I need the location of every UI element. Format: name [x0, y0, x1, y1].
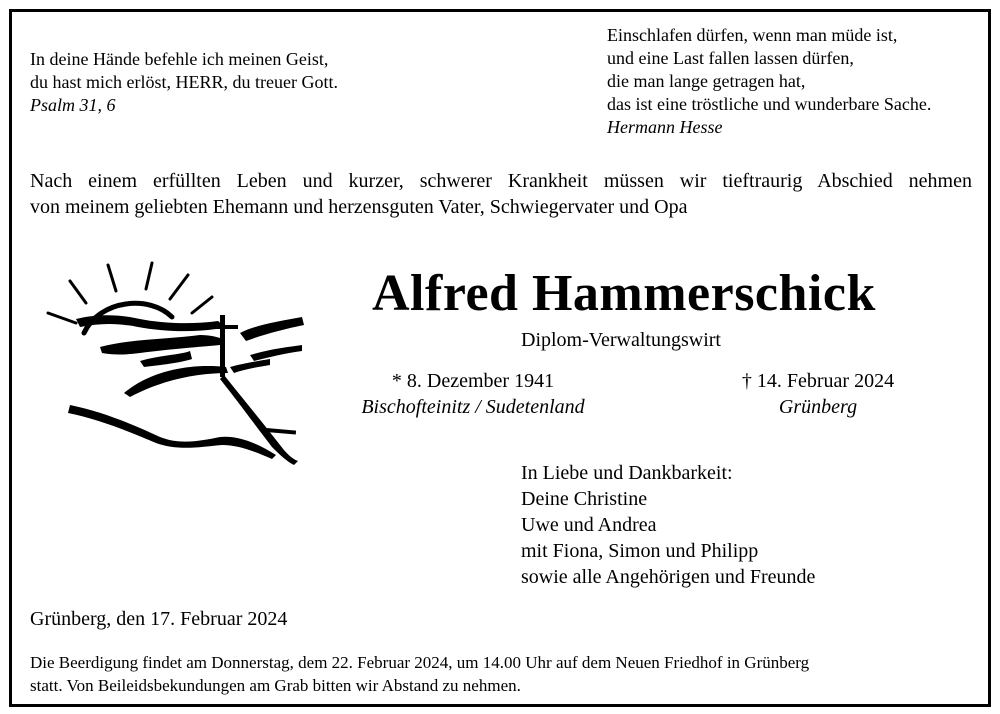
hesse-source: Hermann Hesse [607, 117, 723, 137]
birth-info [330, 368, 616, 420]
hesse-line-4: das ist eine tröstliche und wunderbare Sache. [607, 94, 932, 114]
mourners-line-1: In Liebe und Dankbarkeit: [521, 462, 733, 484]
birth-date: * 8. Dezember 1941 [391, 370, 555, 392]
birth-place: Bischofteinitz / Sudetenland [361, 396, 585, 418]
psalm-source: Psalm 31, 6 [30, 95, 116, 115]
mourners-line-3: Uwe und Andrea [521, 514, 657, 536]
deceased-title: Diplom-Verwaltungswirt [521, 329, 721, 351]
hesse-quote [607, 24, 931, 139]
hesse-line-3: die man lange getragen hat, [607, 71, 806, 91]
mourners-line-2: Deine Christine [521, 488, 648, 510]
funeral-line-1: Die Beerdigung findet am Donnerstag, dem 22. Februar 2024, um 14.00 Uhr auf dem Neuen Friedhof in Grünberg [30, 653, 810, 672]
psalm-quote [30, 48, 338, 117]
death-date: † 14. Februar 2024 [741, 370, 895, 392]
deceased-name: Alfred Hammerschick [372, 265, 876, 322]
mourners-list [521, 460, 815, 590]
funeral-info [30, 651, 809, 697]
intro-line-2: von meinem geliebten Ehemann und herzensguten Vater, Schwiegervater und Opa [30, 196, 688, 218]
sunrise-cross-landscape-icon [40, 255, 310, 470]
death-info [700, 368, 936, 420]
hesse-line-2: und eine Last fallen lassen dürfen, [607, 48, 854, 68]
hesse-line-1: Einschlafen dürfen, wenn man müde ist, [607, 25, 898, 45]
death-place: Grünberg [778, 396, 858, 418]
mourners-line-5: sowie alle Angehörigen und Freunde [521, 566, 816, 588]
intro-paragraph [30, 168, 972, 220]
funeral-line-2: statt. Von Beileidsbekundungen am Grab bitten wir Abstand zu nehmen. [30, 676, 521, 695]
intro-line-1: Nach einem erfüllten Leben und kurzer, schwerer Krankheit müssen wir tieftraurig Abschied nehmen [30, 170, 972, 192]
psalm-line-1: In deine Hände befehle ich meinen Geist, [30, 49, 329, 69]
psalm-line-2: du hast mich erlöst, HERR, du treuer Gott. [30, 72, 338, 92]
place-date: Grünberg, den 17. Februar 2024 [30, 608, 288, 630]
mourners-line-4: mit Fiona, Simon und Philipp [521, 540, 759, 562]
